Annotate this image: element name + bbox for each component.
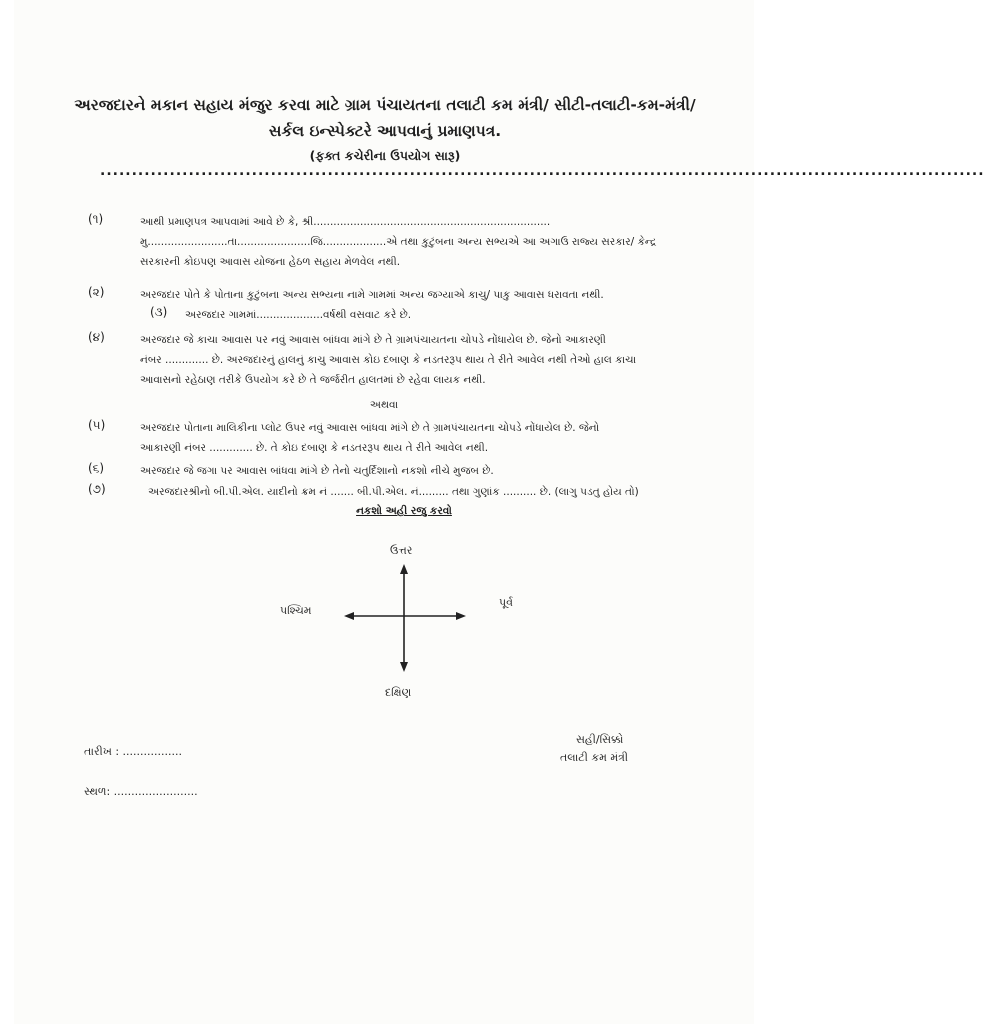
item-line: સરકારની કોઇપણ આવાસ યોજના હેઠળ સહાય મેળવેલ નથી.: [140, 256, 401, 268]
document-title-line1: અરજદારને મકાન સહાય મંજુર કરવા માટે ગ્રામ પંચાયતના તલાટી કમ મંત્રી/ સીટી-તલાટી-કમ-મંત્રી/: [74, 96, 696, 114]
signatory-title: તલાટી કમ મંત્રી: [560, 751, 629, 764]
compass-south-label: દક્ષિણ: [385, 686, 412, 699]
document-subtitle: (ફક્ત કચેરીના ઉપયોગ સારૂ): [309, 148, 461, 163]
item-line: અરજદાર પોતે કે પોતાના કુટુંબના અન્ય સભ્યના નામે ગામમાં અન્ય જગ્યાએ કાચુ/ પાકુ આવાસ ધરાવતા નથી.: [140, 289, 604, 301]
item-line: આકારણી નંબર ............. છે. તે કોઇ દબાણ કે નડતરરૂપ થાય તે રીતે આવેલ નથી.: [140, 442, 489, 454]
item-line: અરજદારશ્રીનો બી.પી.એલ. યાદીનો ક્રમ નં ....... બી.પી.એલ. નં......... તથા ગુણાંક .......... છે. (લાગુ પડતુ હોય તો): [148, 486, 639, 498]
item-text: [140, 330, 710, 390]
item-text: [140, 212, 710, 272]
place-field: સ્થળ: ........................: [84, 785, 198, 798]
arrow-east-icon: [456, 612, 466, 620]
item-line: અરજદાર ગામમાં....................વર્ષથી વસવાટ કરે છે.: [185, 309, 412, 321]
item-number: (૩): [150, 305, 168, 319]
item-line: અરજદાર જે કાચા આવાસ પર નવું આવાસ બાંધવા માંગે છે તે ગ્રામપંચાયતના ચોપડે નોંધાયેલ છે. જેનો આકારણી: [140, 334, 606, 346]
date-field: તારીખ : .................: [84, 745, 183, 758]
item-line: આવાસનો રહેઠાણ તરીકે ઉપયોગ કરે છે તે જર્જરીત હાલતમાં છે રહેવા લાયક નથી.: [140, 374, 486, 386]
arrow-west-icon: [344, 612, 354, 620]
compass-cross: [340, 560, 470, 675]
title-separator: ............................................................................................................................................: [100, 163, 985, 179]
item-text: [140, 418, 710, 458]
arrow-north-icon: [400, 564, 408, 574]
or-separator: અથવા: [369, 399, 399, 411]
item-text: [148, 482, 718, 502]
item-line: અરજદાર જે જગા પર આવાસ બાંધવા માંગે છે તેનો ચતુર્દિશાનો નકશો નીચે મુજબ છે.: [140, 465, 494, 477]
item-line: મુ........................તા......................જિ...................એ તથા કુટુંબના અન્ય સભ્યએ આ અગાઉ રાજ્ય સરકાર/ કેન્દ્ર: [140, 236, 657, 248]
document-title-line2: સર્કલ ઇન્સ્પેક્ટરે આપવાનું પ્રમાણપત્ર.: [268, 122, 502, 140]
item-text: [185, 305, 755, 325]
item-line: અરજદાર પોતાના માલિકીના પ્લોટ ઉપર નવું આવાસ બાંધવા માંગે છે તે ગ્રામપંચાયતના ચોપડે નોંધાયેલ છે. જેનો: [140, 422, 600, 434]
arrow-south-icon: [400, 662, 408, 672]
item-number: (૬): [88, 461, 105, 475]
item-text: [140, 285, 710, 305]
item-number: (૭): [88, 482, 106, 496]
item-line: નંબર ............. છે. અરજદારનું હાલનું કાચુ આવાસ કોઇ દબાણ કે નડતરરૂપ થાય તે રીતે આવેલ નથી તેઓ હાલ કાચા: [140, 354, 637, 366]
item-number: (૧): [88, 212, 104, 226]
item-number: (૨): [88, 285, 105, 299]
item-text: [140, 461, 710, 481]
item-number: (૫): [88, 418, 106, 432]
signature-label: સહી/સિક્કો: [576, 733, 624, 746]
compass-east-label: પૂર્વ: [499, 596, 513, 609]
compass-north-label: ઉત્તર: [390, 544, 413, 557]
map-heading: નકશો અહી રજુ કરવો: [356, 505, 452, 517]
compass-west-label: પશ્ચિમ: [280, 604, 312, 617]
item-number: (૪): [88, 330, 105, 344]
item-line: આથી પ્રમાણપત્ર આપવામાં આવે છે કે, શ્રી.......................................................................: [140, 216, 551, 228]
